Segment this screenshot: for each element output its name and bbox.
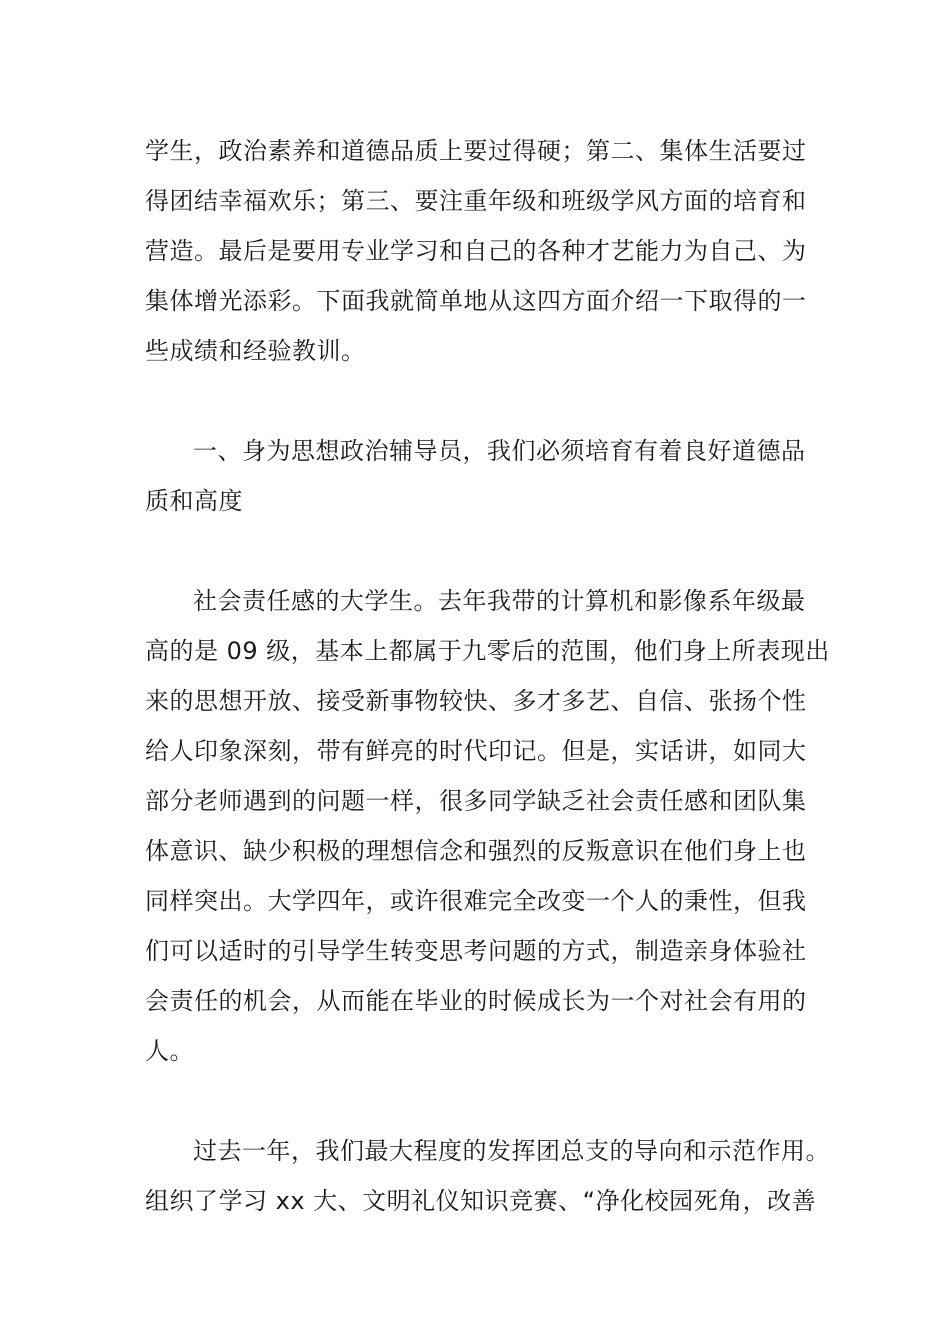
text-line: 社会责任感的大学生。去年我带的计算机和影像系年级最	[193, 587, 806, 615]
text-line: 营造。最后是要用专业学习和自己的各种才艺能力为自己、为	[145, 237, 807, 265]
section-heading-line: 质和高度	[145, 487, 243, 515]
text-line: 给人印象深刻，带有鲜亮的时代印记。但是，实话讲，如同大	[145, 737, 807, 765]
text-line: 组织了学习 xx 大、文明礼仪知识竞赛、“净化校园死角，改善	[145, 1187, 817, 1215]
text-line: 得团结幸福欢乐；第三、要注重年级和班级学风方面的培育和	[145, 187, 807, 215]
text-line: 人。	[145, 1037, 194, 1065]
text-line: 来的思想开放、接受新事物较快、多才多艺、自信、张扬个性	[145, 687, 807, 715]
text-line: 部分老师遇到的问题一样，很多同学缺乏社会责任感和团队集	[145, 787, 807, 815]
text-line: 些成绩和经验教训。	[145, 337, 366, 365]
text-line: 体意识、缺少积极的理想信念和强烈的反叛意识在他们身上也	[145, 837, 807, 865]
text-line: 过去一年，我们最大程度的发挥团总支的导向和示范作用。	[193, 1137, 830, 1165]
text-line: 高的是 09 级，基本上都属于九零后的范围，他们身上所表现出	[145, 637, 830, 665]
text-line: 同样突出。大学四年，或许很难完全改变一个人的秉性，但我	[145, 887, 807, 915]
text-line: 集体增光添彩。下面我就简单地从这四方面介绍一下取得的一	[145, 287, 807, 315]
text-line: 学生，政治素养和道德品质上要过得硬；第二、集体生活要过	[145, 137, 807, 165]
text-line: 会责任的机会，从而能在毕业的时候成长为一个对社会有用的	[145, 987, 807, 1015]
section-heading-line: 一、身为思想政治辅导员，我们必须培育有着良好道德品	[193, 437, 806, 465]
text-line: 们可以适时的引导学生转变思考问题的方式，制造亲身体验社	[145, 937, 807, 965]
